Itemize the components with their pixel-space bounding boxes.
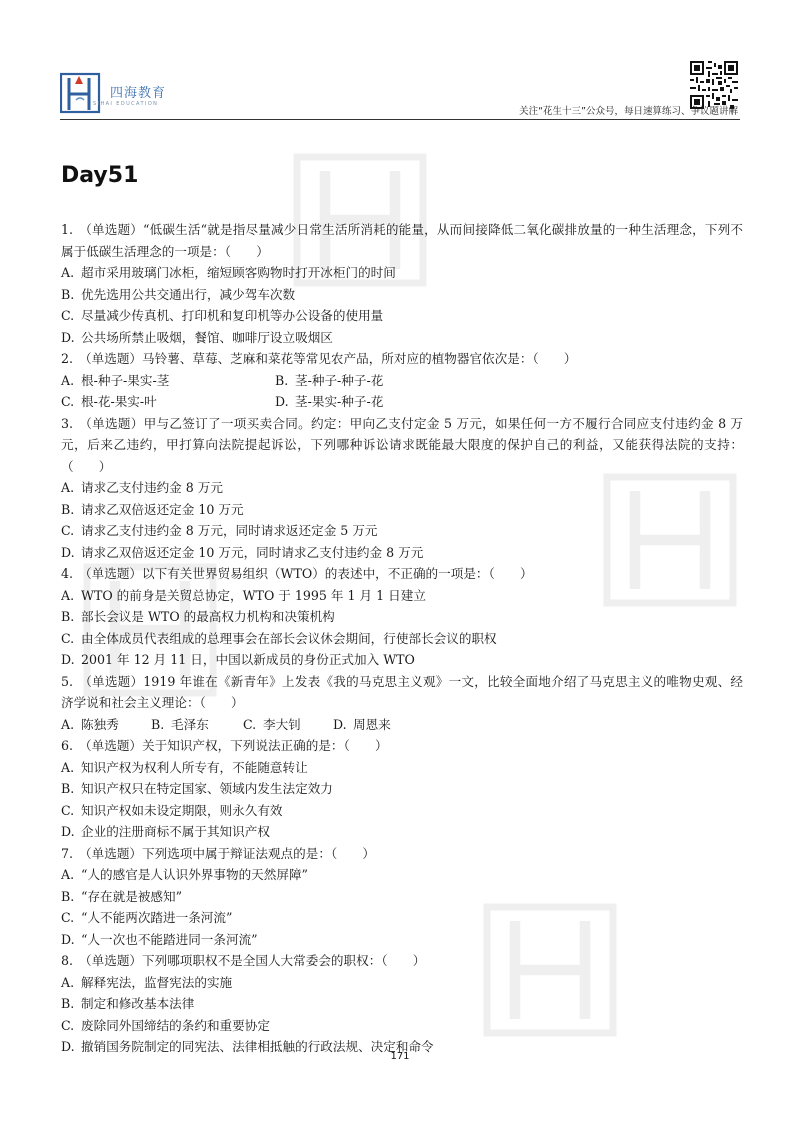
option-letter: B. (61, 996, 75, 1011)
question-number: 3. (61, 415, 74, 431)
question-item (61, 348, 743, 413)
question-number: 2. (61, 351, 74, 366)
question-item (61, 563, 743, 671)
option-text: 超市采用玻璃门冰柜，缩短顾客购物时打开冰柜门的时间 (81, 265, 396, 280)
question-stem (61, 413, 743, 478)
option-list (61, 757, 743, 843)
question-number: 8. (61, 953, 74, 968)
option-list (61, 477, 743, 563)
page-header (0, 0, 800, 122)
question-item (61, 843, 743, 951)
question-item (61, 950, 743, 1058)
header-divider (60, 119, 740, 120)
option-item (61, 972, 743, 994)
option-item (243, 714, 333, 736)
option-text: 优先选用公共交通出行，减少驾车次数 (81, 286, 296, 302)
option-item (61, 499, 743, 521)
option-item (61, 1015, 743, 1037)
question-text: （单选题）下列哪项职权不是全国人大常委会的职权：（ ） (79, 953, 426, 968)
option-letter: B. (61, 286, 75, 302)
question-text: （单选题）以下有关世界贸易组织（WTO）的表述中，不正确的一项是：（ ） (79, 566, 533, 581)
option-item (61, 778, 743, 800)
option-item (275, 370, 515, 392)
header-note: 关注“花生十三”公众号，每日速算练习、争议题讲解 (519, 106, 738, 117)
option-text: 周恩来 (353, 716, 391, 732)
option-text: 请求乙支付违约金 8 万元 (81, 480, 223, 495)
page-number: 171 (390, 1051, 410, 1062)
option-item (61, 477, 743, 499)
question-text: （单选题）甲与乙签订了一项买卖合同。约定：甲向乙支付定金 5 万元，如果任何一方不履行合同应支付违约金 8 万元，后来乙违约，甲打算向法院提起诉讼，下列哪种诉讼请求既能最大限度的保护自己的利益，又能获得法院的支持：（ ） (61, 415, 743, 474)
option-item (61, 542, 743, 564)
option-item (61, 821, 743, 843)
option-letter: C. (61, 1017, 75, 1033)
question-list (61, 219, 743, 1058)
option-letter: D. (61, 1039, 75, 1054)
question-number: 5. (61, 673, 74, 689)
option-item (61, 628, 743, 650)
option-item (61, 305, 743, 327)
question-item (61, 735, 743, 843)
option-item (61, 262, 743, 284)
option-letter: A. (61, 716, 75, 732)
option-item (61, 757, 743, 779)
option-letter: B. (151, 716, 165, 732)
option-text: 请求乙支付违约金 8 万元，同时请求返还定金 5 万元 (81, 523, 378, 538)
option-list (61, 714, 743, 736)
option-text: “人的感官是人认识外界事物的天然屏障” (81, 867, 308, 882)
option-item (61, 714, 151, 736)
option-letter: A. (61, 265, 75, 280)
option-letter: C. (243, 716, 257, 732)
option-letter: A. (61, 974, 75, 990)
option-letter: D. (333, 716, 347, 732)
option-item (61, 907, 743, 929)
option-item (61, 370, 275, 392)
option-text: 废除同外国缔结的条约和重要协定 (81, 1017, 270, 1033)
option-text: 茎-果实-种子-花 (295, 394, 384, 409)
option-item (61, 929, 743, 951)
logo-subtitle: SIHAI EDUCATION (93, 101, 159, 107)
option-list (61, 585, 743, 671)
option-item (61, 649, 743, 671)
option-letter: D. (61, 652, 75, 667)
option-text: 撤销国务院制定的同宪法、法律相抵触的行政法规、决定和命令 (81, 1039, 434, 1054)
option-letter: D. (61, 824, 75, 839)
option-text: 毛泽东 (171, 716, 209, 732)
option-text: 解释宪法，监督宪法的实施 (81, 974, 233, 990)
option-text: 制定和修改基本法律 (81, 996, 195, 1011)
option-letter: D. (61, 544, 75, 560)
question-number: 7. (61, 845, 74, 861)
qr-code-icon (690, 61, 738, 109)
option-letter: B. (275, 372, 289, 388)
option-item (61, 886, 743, 908)
page-title: Day51 (61, 163, 139, 188)
question-stem (61, 671, 743, 714)
option-letter: A. (61, 372, 75, 388)
option-list (61, 262, 743, 348)
option-text: 由全体成员代表组成的总理事会在部长会议休会期间，行使部长会议的职权 (81, 630, 497, 646)
logo-text: 四海教育 (110, 86, 167, 101)
option-item (275, 391, 515, 413)
option-letter: C. (61, 802, 75, 818)
option-list (61, 972, 743, 1058)
option-text: 知识产权为权利人所专有，不能随意转让 (81, 759, 308, 775)
option-letter: C. (61, 523, 75, 538)
question-stem (61, 950, 743, 972)
option-text: 公共场所禁止吸烟，餐馆、咖啡厅设立吸烟区 (81, 329, 333, 345)
option-letter: B. (61, 501, 75, 517)
question-text: （单选题）关于知识产权，下列说法正确的是：（ ） (79, 738, 388, 753)
question-number: 6. (61, 738, 74, 753)
question-stem (61, 563, 743, 585)
question-stem (61, 348, 743, 370)
option-text: 李大钊 (263, 716, 301, 732)
option-text: 茎-种子-种子-花 (295, 372, 384, 388)
option-letter: A. (61, 480, 75, 495)
option-letter: A. (61, 587, 75, 603)
option-letter: C. (61, 910, 75, 925)
option-letter: D. (61, 329, 75, 345)
option-text: “人不能两次踏进一条河流” (81, 910, 233, 925)
option-text: WTO 的前身是关贸总协定，WTO 于 1995 年 1 月 1 日建立 (81, 587, 426, 603)
option-letter: D. (61, 931, 75, 947)
option-text: 知识产权只在特定国家、领域内发生法定效力 (81, 781, 333, 796)
option-text: “人一次也不能踏进同一条河流” (81, 931, 258, 947)
option-text: 根-花-果实-叶 (81, 394, 157, 409)
option-item (61, 520, 743, 542)
option-item (61, 585, 743, 607)
option-item (61, 800, 743, 822)
question-text: （单选题）马铃薯、草莓、芝麻和菜花等常见农产品，所对应的植物器官依次是：（ ） (79, 351, 577, 366)
question-stem (61, 735, 743, 757)
option-text: “存在就是被感知” (81, 888, 183, 904)
option-item (61, 864, 743, 886)
option-letter: A. (61, 867, 75, 882)
question-text: （单选题）1919 年谁在《新青年》上发表《我的马克思主义观》一文，比较全面地介绍了马克思主义的唯物史观、经济学说和社会主义理论：（ ） (61, 673, 743, 710)
option-list (61, 864, 743, 950)
question-number: 4. (61, 566, 74, 581)
option-item (333, 714, 453, 736)
option-letter: C. (61, 630, 75, 646)
option-item (61, 993, 743, 1015)
question-text: （单选题）“低碳生活“就是指尽量减少日常生活所消耗的能量，从而间接降低二氧化碳排放量的一种生活理念，下列不属于低碳生活理念的一项是：（ ） (61, 222, 743, 259)
option-letter: A. (61, 759, 75, 775)
option-list (61, 370, 743, 413)
option-text: 根-种子-果实-茎 (81, 372, 170, 388)
option-letter: D. (275, 394, 289, 409)
option-item (61, 391, 275, 413)
question-item (61, 219, 743, 348)
option-text: 请求乙双倍返还定金 10 万元，同时请求乙支付违约金 8 万元 (81, 544, 424, 560)
option-item (61, 284, 743, 306)
option-text: 2001 年 12 月 11 日，中国以新成员的身份正式加入 WTO (81, 652, 415, 667)
question-item (61, 413, 743, 564)
option-text: 请求乙双倍返还定金 10 万元 (81, 501, 244, 517)
option-letter: C. (61, 308, 75, 323)
option-letter: B. (61, 609, 75, 624)
option-letter: C. (61, 394, 75, 409)
option-text: 尽量减少传真机、打印机和复印机等办公设备的使用量 (81, 308, 384, 323)
question-item (61, 671, 743, 736)
question-text: （单选题）下列选项中属于辩证法观点的是：（ ） (79, 845, 375, 861)
question-stem (61, 219, 743, 262)
option-letter: B. (61, 781, 75, 796)
option-text: 陈独秀 (81, 716, 119, 732)
question-number: 1. (61, 222, 74, 237)
option-text: 部长会议是 WTO 的最高权力机构和决策机构 (81, 609, 335, 624)
option-item (61, 606, 743, 628)
option-item (151, 714, 243, 736)
option-letter: B. (61, 888, 75, 904)
option-text: 企业的注册商标不属于其知识产权 (81, 824, 270, 839)
option-text: 知识产权如未设定期限，则永久有效 (81, 802, 283, 818)
option-item (61, 327, 743, 349)
question-stem (61, 843, 743, 865)
